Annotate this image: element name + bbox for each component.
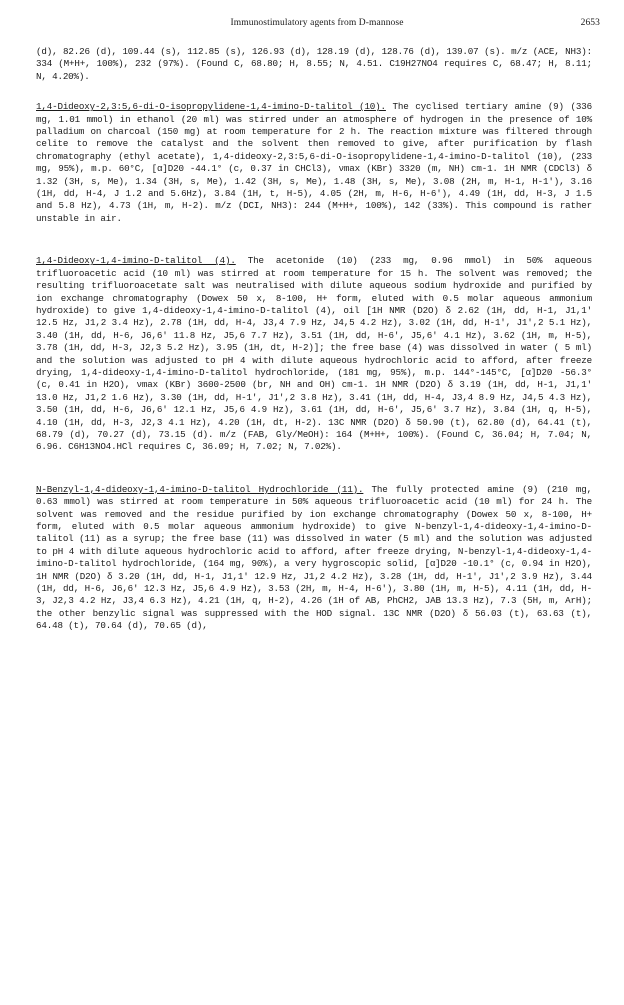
paragraph-text: The fully protected amine (9) (210 mg, 0.63 mmol) was stirred at room temperature in 50% aqueous trifluoroacetic acid (10 ml) for 24 h. The solvent was removed and the residue purified by ion exchange chromatography (Dowex 50 x, 8-100, H+ form, eluted with 0.5 molar aqueous ammonium hydroxide) to give N-benzyl-1,4-dideoxy-1,4-imino-D-talitol (11) as a syrup; the free base (11) was dissolved in water (5 ml) and the solution was adjusted to pH 4 with dilute aqueous hydrochloric acid to afford, after freeze drying, N-benzyl-1,4-dideoxy-1,4-imino-D-talitol hydrochloride, (164 mg, 90%), a very hygroscopic solid, [α]D20 -10.1° (c, 0.94 in H2O), 1H NMR (D2O) δ 3.20 (1H, dd, H-1, J1,1' 12.9 Hz, J1,2 4.2 Hz), 3.28 (1H, dd, H-1', J1',2 3.9 Hz), 3.44 (1H, dd, H-6, J6,6' 12.3 Hz, J5,6 4.9 Hz), 3.53 (2H, m, H-4, H-6'), 3.80 (1H, m, H-5), 4.11 (1H, dd, H-3, J2,3 4.2 Hz, J3,4 6.3 Hz), 4.21 (1H, q, H-2), 4.26 (1H of AB, PhCH2, JAB 13.3 Hz), 7.3 (5H, m, ArH); the other benzylic signal was suppressed with the HOD signal. 13C NMR (D2O) δ 56.03 (t), 63.63 (t), 64.48 (t), 70.64 (d), 70.65 (d), bbox=[36, 483, 592, 632]
running-header bbox=[34, 18, 600, 34]
article-body bbox=[36, 46, 592, 651]
paragraph-text: (d), 82.26 (d), 109.44 (s), 112.85 (s), 126.93 (d), 128.19 (d), 128.76 (d), 139.07 (s). m/z (ACE, NH3): 334 (M+H+, 100%), 232 (97%). (Found C, 68.80; H, 8.55; N, 4.51. C19H27NO4 requires C, 68.47; H, 8.11; N, 4.20%). bbox=[36, 46, 592, 82]
paragraph-text: The cyclised tertiary amine (9) (336 mg, 1.01 mmol) in ethanol (20 ml) was stirred under an atmosphere of hydrogen in the presence of 10% palladium on charcoal (150 mg) at room temperature for 2 h. The reaction mixture was filtered through celite to remove the catalyst and the solvent then removed to give, after purification by flash chromatography (ethyl acetate), 1,4-dideoxy-2,3:5,6-di-O-isopropylidene-1,4-imino-D-talitol (10), (233 mg, 95%), m.p. 60°C, [α]D20 -44.1° (c, 0.37 in CHCl3), νmax (KBr) 3320 (m, NH) cm-1. 1H NMR (CDCl3) δ 1.32 (3H, s, Me), 1.34 (3H, s, Me), 1.42 (3H, s, Me), 1.48 (3H, s, Me), 3.08 (2H, m, H-1, H-1'), 3.16 (1H, dd, H-4, J 1.2 and 5.6Hz), 3.84 (1H, t, H-5), 4.05 (2H, m, H-6, H-6'), 4.49 (1H, dd, H-3, J 1.5 and 5.8 Hz), 4.73 (1H, m, H-2). m/z (DCI, NH3): 244 (M+H+, 100%), 142 (33%). This compound is rather unstable in air. bbox=[36, 101, 592, 224]
compound-heading: 1,4-Dideoxy-1,4-imino-D-talitol (4). bbox=[36, 255, 236, 267]
paragraph-spectral-data-continued bbox=[36, 46, 592, 83]
compound-heading: N-Benzyl-1,4-dideoxy-1,4-imino-D-talitol Hydrochloride (11). bbox=[36, 483, 364, 495]
paragraph-text: The acetonide (10) (233 mg, 0.96 mmol) in 50% aqueous trifluoroacetic acid (10 ml) was stirred at room temperature for 15 h. The solvent was removed; the resulting trifluoroacetate salt was neutralised with dilute aqueous sodium hydroxide and purified by ion exchange chromatography (Dowex 50 x, 8-100, H+ form, eluted with 0.5 molar aqueous ammonium hydroxide) to give 1,4-dideoxy-1,4-imino-D-talitol (4), oil [1H NMR (D2O) δ 2.62 (1H, dd, H-1, J1,1' 12.5 Hz, J1,2 3.4 Hz), 2.78 (1H, dd, H-4, J3,4 7.9 Hz, J4,5 4.2 Hz), 3.02 (1H, dd, H-1', J1',2 5.1 Hz), 3.40 (1H, dd, H-6, J6,6' 11.8 Hz, J5,6 7.7 Hz), 3.51 (1H, dd, H-6', J5,6' 4.1 Hz), 3.62 (1H, m, H-5), 3.78 (1H, dd, H-3, J2,3 5.2 Hz), 3.95 (1H, dt, H-2)]; the free base (4) was dissolved in water ( 5 ml) and the solution was adjusted to pH 4 with dilute aqueous hydrochloric acid to afford, after freeze drying, 1,4-dideoxy-1,4-imino-D-talitol hydrochloride, (181 mg, 95%), m.p. 144°-145°C, [α]D20 -56.3° (c, 0.41 in H2O), νmax (KBr) 3600-2500 (br, NH and OH) cm-1. 1H NMR (D2O) δ 3.19 (1H, dd, H-1, J1,1' 13.0 Hz, J1,2 1.6 Hz), 3.30 (1H, dd, H-1', J1',2 3.8 Hz), 3.41 (1H, dd, H-4, J3,4 8.9 Hz, J4,5 4.3 Hz), 3.50 (1H, dd, H-6, J6,6' 12.1 Hz, J5,6 4.9 Hz), 3.61 (1H, dd, H-6', J5,6' 3.7 Hz), 3.84 (1H, q, H-5), 4.10 (1H, dd, H-3, J2,3 4.1 Hz), 4.20 (1H, dt, H-2). 13C NMR (D2O) δ 50.90 (t), 62.80 (d), 64.41 (t), 68.79 (d), 70.27 (d), 73.15 (d). m/z (FAB, Gly/MeOH): 164 (M+H+, 100%). (Found C, 36.04; H, 7.04; N, 6.96. C6H13NO4.HCl requires C, 36.09; H, 7.02; N, 7.02%). bbox=[36, 255, 592, 453]
running-head-title: Immunostimulatory agents from D-mannose bbox=[230, 18, 404, 28]
paragraph-compound-4 bbox=[36, 255, 592, 454]
paragraph-compound-10 bbox=[36, 101, 592, 225]
compound-heading: 1,4-Dideoxy-2,3:5,6-di-O-isopropylidene-1,4-imino-D-talitol (10). bbox=[36, 101, 386, 113]
paragraph-compound-11 bbox=[36, 484, 592, 633]
page-number: 2653 bbox=[580, 18, 600, 28]
